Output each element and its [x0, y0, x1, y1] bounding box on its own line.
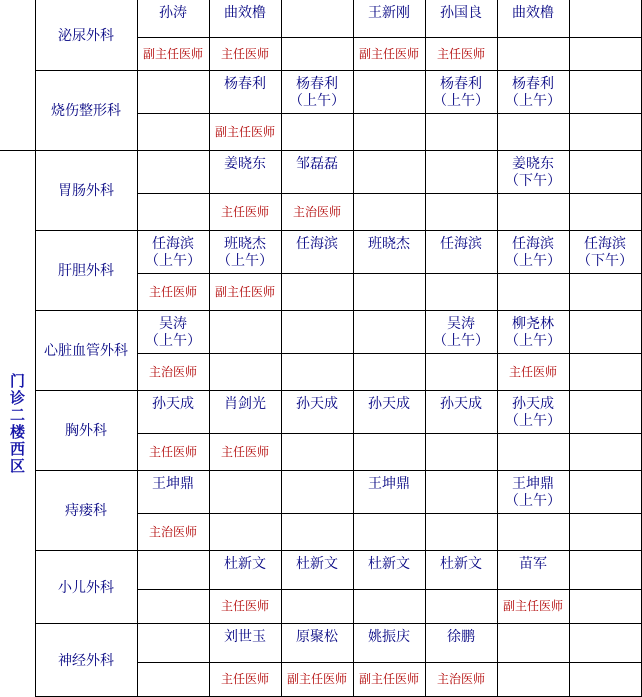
doctor-title: 副主任医师 — [214, 285, 275, 299]
grid-line — [569, 0, 570, 696]
doctor-name — [137, 396, 209, 413]
doctor-name — [425, 556, 497, 573]
doctor-title: 主任医师 — [508, 365, 557, 379]
doctor-name-line: 王坤鼎 — [368, 476, 410, 492]
doctor-name — [281, 629, 353, 646]
doctor-name-line: （上午） — [505, 253, 561, 269]
doctor-name-line: （上午） — [433, 93, 489, 109]
doctor-name — [425, 629, 497, 646]
doctor-name-line: 杨春利 — [296, 76, 338, 92]
doctor-name-line: 王坤鼎 — [152, 476, 194, 492]
grid-line — [137, 589, 642, 590]
doctor-title: 主任医师 — [220, 445, 269, 459]
doctor-name — [281, 236, 353, 253]
doctor-name — [425, 316, 497, 350]
doctor-name-line: （下午） — [505, 173, 561, 189]
doctor-name — [353, 236, 425, 253]
doctor-title: 主任医师 — [148, 445, 197, 459]
doctor-name — [353, 629, 425, 646]
doctor-name — [137, 5, 209, 22]
grid-line — [137, 513, 642, 514]
department-label: 烧伤整形科 — [51, 103, 121, 119]
doctor-name — [497, 76, 569, 110]
doctor-title: 主任医师 — [220, 672, 269, 686]
doctor-name-line: 孙天成 — [152, 396, 194, 412]
department-label: 泌尿外科 — [58, 27, 114, 44]
doctor-name — [497, 5, 569, 22]
region-text: 门诊二楼西区 — [8, 372, 26, 475]
grid-line — [137, 193, 642, 194]
doctor-name — [281, 76, 353, 110]
doctor-name-line: 柳尧林 — [512, 316, 554, 332]
doctor-name-line: 杜新文 — [224, 556, 266, 572]
doctor-name-line: 曲效橹 — [512, 5, 554, 21]
doctor-name — [281, 556, 353, 573]
doctor-name-line: （上午） — [145, 253, 201, 269]
grid-line — [137, 37, 642, 38]
doctor-name — [425, 76, 497, 110]
grid-line — [137, 353, 642, 354]
doctor-name-line: 姚振庆 — [368, 629, 410, 645]
doctor-name — [281, 156, 353, 173]
doctor-title: 主治医师 — [148, 365, 197, 379]
doctor-title: 副主任医师 — [286, 672, 347, 686]
doctor-name-line: 刘世玉 — [224, 629, 266, 645]
doctor-name-line: 杨春利 — [440, 76, 482, 92]
doctor-name-line: （上午） — [217, 253, 273, 269]
doctor-name-line: 任海滨 — [440, 236, 482, 252]
doctor-name-line: 肖剑光 — [224, 396, 266, 412]
doctor-name — [209, 556, 281, 573]
doctor-title: 副主任医师 — [358, 672, 419, 686]
doctor-name — [209, 76, 281, 93]
doctor-title: 主治医师 — [436, 672, 485, 686]
doctor-name-line: 班晓杰 — [224, 236, 266, 252]
doctor-name-line: 邹磊磊 — [296, 156, 338, 172]
department-label: 神经外科 — [58, 652, 114, 669]
department-label: 心脏血管外科 — [44, 343, 128, 359]
doctor-name-line: （上午） — [433, 333, 489, 349]
doctor-name-line: 王新刚 — [368, 5, 410, 21]
doctor-name — [209, 629, 281, 646]
doctor-name — [209, 396, 281, 413]
doctor-name-line: （上午） — [505, 93, 561, 109]
doctor-name — [353, 476, 425, 493]
doctor-name-line: 苗军 — [519, 556, 547, 572]
grid-line — [137, 273, 642, 274]
doctor-title: 主任医师 — [436, 47, 485, 61]
doctor-name-line: （上午） — [505, 413, 561, 429]
grid-line — [209, 0, 210, 696]
doctor-name — [137, 476, 209, 493]
doctor-title: 主治医师 — [292, 205, 341, 219]
doctor-name-line: 孙天成 — [368, 396, 410, 412]
department-label: 胸外科 — [65, 423, 107, 439]
doctor-name — [497, 236, 569, 270]
doctor-name — [497, 556, 569, 573]
doctor-name-line: 曲效橹 — [224, 5, 266, 21]
doctor-title: 主任医师 — [220, 205, 269, 219]
doctor-name — [209, 236, 281, 270]
doctor-name-line: 孙国良 — [440, 5, 482, 21]
grid-line — [353, 0, 354, 696]
doctor-title: 主任医师 — [148, 285, 197, 299]
doctor-title: 副主任医师 — [502, 599, 563, 613]
doctor-title: 主任医师 — [220, 47, 269, 61]
grid-line — [137, 433, 642, 434]
doctor-name-line: 任海滨 — [152, 236, 194, 252]
doctor-name — [497, 476, 569, 510]
doctor-name-line: 孙天成 — [440, 396, 482, 412]
doctor-name-line: 原聚松 — [296, 629, 338, 645]
doctor-name-line: 姜晓东 — [224, 156, 266, 172]
doctor-name — [425, 5, 497, 22]
doctor-name — [353, 5, 425, 22]
department-label: 小儿外科 — [58, 579, 114, 596]
doctor-name — [497, 396, 569, 430]
doctor-name-line: 任海滨 — [584, 236, 626, 252]
doctor-name — [137, 316, 209, 350]
doctor-name — [353, 396, 425, 413]
doctor-name-line: 徐鹏 — [447, 629, 475, 645]
doctor-name-line: 杨春利 — [224, 76, 266, 92]
doctor-title: 副主任医师 — [358, 47, 419, 61]
doctor-name — [209, 5, 281, 22]
doctor-name — [353, 556, 425, 573]
doctor-title: 副主任医师 — [214, 125, 275, 139]
doctor-name-line: （上午） — [505, 493, 561, 509]
doctor-name-line: 杜新文 — [440, 556, 482, 572]
doctor-name-line: （下午） — [577, 253, 633, 269]
doctor-name-line: 吴涛 — [159, 316, 187, 332]
doctor-name — [425, 236, 497, 253]
doctor-name-line: 班晓杰 — [368, 236, 410, 252]
doctor-title: 主治医师 — [148, 525, 197, 539]
doctor-name-line: 杜新文 — [368, 556, 410, 572]
doctor-name-line: 孙天成 — [296, 396, 338, 412]
grid-line — [137, 113, 642, 114]
department-label: 肝胆外科 — [58, 263, 114, 279]
doctor-name-line: 杨春利 — [512, 76, 554, 92]
doctor-name-line: 孙天成 — [512, 396, 554, 412]
doctor-name-line: 姜晓东 — [512, 156, 554, 172]
doctor-name — [209, 156, 281, 173]
doctor-name-line: 任海滨 — [512, 236, 554, 252]
region-label — [0, 151, 35, 696]
grid-line — [137, 662, 642, 663]
doctor-name-line: （上午） — [289, 93, 345, 109]
doctor-name-line: 孙涛 — [159, 5, 187, 21]
doctor-name-line: 杜新文 — [296, 556, 338, 572]
doctor-name — [497, 156, 569, 190]
doctor-name — [497, 316, 569, 350]
doctor-name-line: 王坤鼎 — [512, 476, 554, 492]
department-label: 痔瘘科 — [65, 503, 107, 519]
doctor-name — [569, 236, 641, 270]
doctor-name — [137, 236, 209, 270]
doctor-name-line: （上午） — [505, 333, 561, 349]
doctor-name — [425, 396, 497, 413]
doctor-title: 副主任医师 — [142, 47, 203, 61]
doctor-name — [281, 396, 353, 413]
doctor-title: 主任医师 — [220, 599, 269, 613]
department-label: 胃肠外科 — [58, 183, 114, 199]
doctor-name-line: 吴涛 — [447, 316, 475, 332]
doctor-name-line: 任海滨 — [296, 236, 338, 252]
doctor-name-line: （上午） — [145, 333, 201, 349]
